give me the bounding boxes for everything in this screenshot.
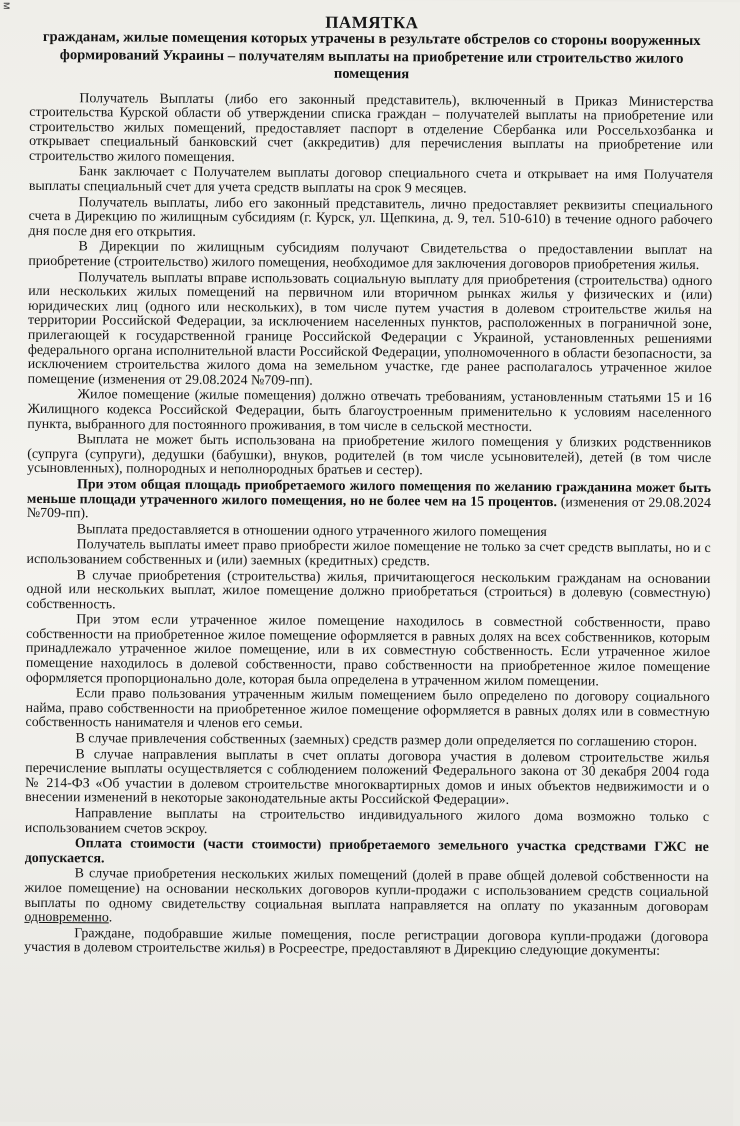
paragraph: В Дирекции по жилищным субсидиям получают Свидетельства о предоставлении выплат на приобретение (строительство) жилого помещения, необходимое для заключения договоров приобретения жилья. xyxy=(28,239,713,274)
edge-mark: м xyxy=(0,1,13,10)
underlined-word: одновременно xyxy=(24,910,109,926)
multiple-purchase-paragraph xyxy=(24,867,708,930)
document-body xyxy=(24,91,713,960)
paragraph: Выплата не может быть использована на приобретение жилого помещения у близких родственников (супруга (супруги), дедушки (бабушки), внуков, родителей (в том числе усыновителей), детей (в том числе усыновленных), полнородных и неполнородных братьев и сестер). xyxy=(27,432,712,479)
multiple-purchase-end: . xyxy=(108,910,113,926)
multiple-purchase-text: В случае приобретения нескольких жилых помещений (долей в праве общей долевой собственности на жилое помещение) на основании нескольких договоров купли-продажи с использованием средств социальной выплаты по одному свидетельству социальная выплата направляется на оплату по указанным договорам xyxy=(24,866,709,915)
paragraph: Направление выплаты на строительство индивидуального жилого дома возможно только с использованием счетов эскроу. xyxy=(24,806,710,837)
paragraph: В случае привлечения собственных (заемных) средств размер доли определяется по соглашению сторон. xyxy=(75,731,698,751)
paragraph-documents: Граждане, подобравшие жилые помещения, после регистрации договора купли-продажи (договора участия в долевом строительстве жилья) в Росреестре, предоставляют в Дирекцию следующие документы: xyxy=(24,925,709,960)
paragraph: В случае приобретения (строительства) жилья, причитающегося нескольким гражданам на основании одной или нескольких выплат, жилое помещение должно приобретаться (строиться) в долевую (совместную) собственность. xyxy=(26,567,711,613)
paragraph: При этом если утраченное жилое помещение находилось в совместной собственности, право собственности на приобретенное жилое помещение оформляется в равных долях на всех собственников, которым принадлежало утраченное жилое помещение, или в их совместную собственность. Если утраченное жилое помещение находилось в долевой собственности, право собственности на приобретенное жилое помещение оформляется пропорционально доле, которая была определена в утраченном жилом помещении. xyxy=(25,612,711,690)
document-title: ПАМЯТКА xyxy=(325,12,419,33)
paragraph: Жилое помещение (жилые помещения) должно отвечать требованиям, установленным статьями 15 и 16 Жилищного кодекса Российской Федерации, быть благоустроенным применительно к условиям населенного пункта, выбранного для постоянного проживания, в том числе в сельской местности. xyxy=(27,387,712,435)
paragraph: Получатель Выплаты (либо его законный представитель), включенный в Приказ Министерства строительства Курской области об утверждении списка граждан – получателей выплаты на приобретение или строительство жилых помещений, предоставляет паспорт в отделение Сбербанка или Россельхозбанка и открывает специальный банковский счет (аккредитив) для перечисления выплаты на приобретение или строительство жилого помещения. xyxy=(28,90,714,166)
paragraph: Выплата предоставляется в отношении одного утраченного жилого помещения xyxy=(76,521,547,540)
paragraph: Получатель выплаты имеет право приобрести жилое помещение не только за счет средств выплаты, но и с использованием собственных и (или) заемных (кредитных) средств. xyxy=(26,537,711,570)
area-rule-amendment: (изменения от 29.08.2024 №709-пп). xyxy=(26,494,711,522)
land-payment-rule: Оплата стоимости (части стоимости) приобретаемого земельного участка средствами ГЖС не допускается. xyxy=(24,836,709,867)
paragraph: Если право пользования утраченным жилым помещением было определено по договору социального найма, право собственности на приобретенное жилое помещение оформляется в равных долях или в совместную собственность нанимателя и членов его семьи. xyxy=(25,686,710,733)
paragraph: В случае направления выплаты в счет оплаты договора участия в долевом строительстве жилья перечисление выплаты осуществляется с соблюдением положений Федерального закона от 30 декабря 2004 года № 214-ФЗ «Об участии в долевом строительстве многоквартирных домов и иных объектов недвижимости и о внесении изменений в некоторые законодательные акты Российской Федерации». xyxy=(25,746,710,809)
area-rule-paragraph xyxy=(27,478,711,526)
paragraph: Банк заключает с Получателем выплаты договор специального счета и открывает на имя Получателя выплаты специальный счет для учета средств выплаты на срок 9 месяцев. xyxy=(28,164,713,197)
paragraph: Получатель выплаты, либо его законный представитель, лично предоставляет реквизиты специального счета в Дирекцию по жилищным субсидиям (г. Курск, ул. Щепкина, д. 9, тел. 510-610) в течение одного рабочего дня после дня его открытия. xyxy=(28,194,713,240)
paragraph: Получатель выплаты вправе использовать социальную выплату для приобретения (строительства) одного или нескольких жилых помещений на первичном или вторичном рынках жилья у физических и (или) юридических лиц (одного или нескольких), в том числе путем участия в долевом строительстве жилья на территории Российской Федерации, за исключением населенных пунктов, расположенных в пограничной зоне, прилегающей к государственной границе Российской Федерации с Украиной, установленных решениями федерального органа исполнительной власти Российской Федерации, уполномоченного в области безопасности, за исключением строительства жилого дома на земельном участке, где ранее располагалось утраченное жилое помещение (изменения от 29.08.2024 №709-пп). xyxy=(27,269,713,389)
document-subtitle: гражданам, жилые помещения которых утрачены в результате обстрелов со стороны вооруженных формирований Украины – получателям выплаты на приобретение или строительство жилого помещения xyxy=(42,29,701,83)
area-rule-bold: При этом общая площадь приобретаемого жилого помещения по желанию гражданина может быть меньше площади утраченного жилого помещения, но не более чем на 15 процентов. xyxy=(26,477,712,510)
